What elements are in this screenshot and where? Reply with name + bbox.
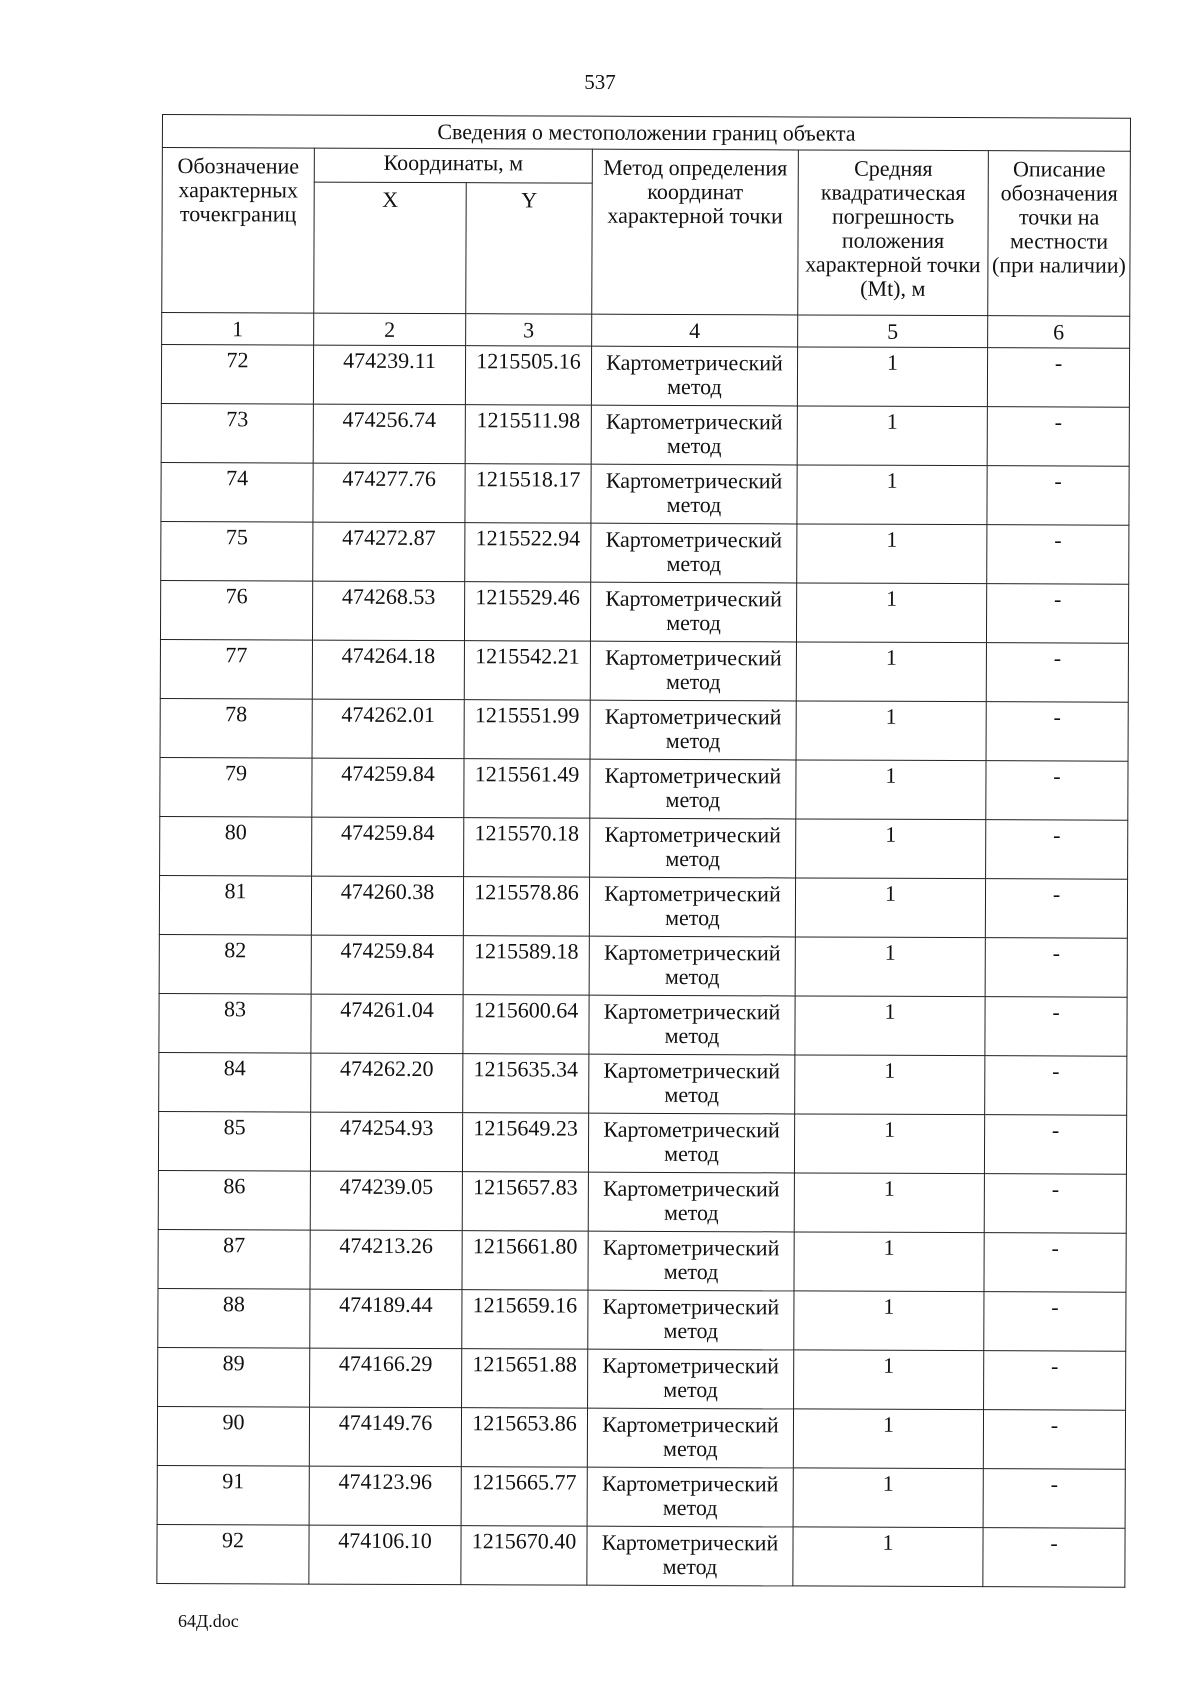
header-x: X — [314, 182, 467, 314]
cell-description: - — [985, 938, 1127, 998]
cell-error: 1 — [797, 524, 987, 584]
cell-point: 91 — [157, 1465, 309, 1525]
cell-x: 474272.87 — [313, 522, 465, 582]
method-line-2: метод — [663, 1435, 718, 1462]
cell-description: - — [985, 879, 1127, 939]
cell-y: 1215570.18 — [464, 818, 590, 877]
table-row — [160, 816, 1128, 879]
cell-error: 1 — [795, 1055, 985, 1115]
table-row — [159, 934, 1127, 997]
table-row — [161, 462, 1129, 525]
cell-method — [588, 1231, 794, 1291]
table-row — [158, 1347, 1126, 1410]
cell-point: 83 — [159, 993, 311, 1053]
header-row-1 — [162, 148, 1130, 186]
cell-error: 1 — [796, 819, 986, 879]
cell-y: 1215542.21 — [464, 641, 590, 700]
cell-y: 1215561.49 — [464, 759, 590, 818]
cell-description: - — [987, 348, 1129, 408]
method-line-1: Картометрический — [603, 1175, 780, 1202]
cell-error: 1 — [796, 701, 986, 761]
header-method: Метод определения координат характерной точки — [592, 149, 799, 315]
column-number: 3 — [466, 314, 592, 346]
method-line-1: Картометрический — [606, 349, 783, 376]
cell-point: 79 — [160, 757, 312, 817]
cell-description: - — [987, 466, 1129, 526]
method-line-1: Картометрический — [605, 585, 782, 612]
method-line-2: метод — [666, 432, 722, 459]
cell-method — [587, 1526, 793, 1586]
table-row — [158, 1111, 1126, 1174]
method-line-2: метод — [666, 550, 722, 577]
cell-x: 474262.01 — [312, 699, 464, 759]
cell-error: 1 — [797, 465, 987, 525]
cell-description: - — [983, 1528, 1125, 1588]
column-number: 2 — [314, 313, 466, 346]
table-row — [158, 1229, 1126, 1292]
cell-description: - — [987, 525, 1129, 585]
header-error: Средняя квадратическая погрешность положения характерной точки (Mt), м — [798, 150, 989, 316]
cell-error: 1 — [794, 1350, 984, 1410]
cell-method — [588, 1113, 794, 1173]
method-line-1: Картометрический — [605, 467, 783, 494]
method-line-1: Картометрический — [602, 1293, 780, 1320]
cell-y: 1215659.16 — [462, 1290, 588, 1349]
cell-method — [588, 1172, 794, 1232]
method-line-2: метод — [665, 668, 721, 695]
method-line-1: Картометрический — [603, 998, 781, 1025]
table-row — [160, 698, 1128, 761]
cell-description: - — [987, 407, 1129, 467]
cell-y: 1215657.83 — [462, 1172, 588, 1231]
cell-error: 1 — [795, 878, 985, 938]
cell-x: 474213.26 — [310, 1230, 462, 1290]
cell-y: 1215518.17 — [465, 464, 591, 523]
cell-y: 1215670.40 — [461, 1526, 587, 1585]
cell-description: - — [986, 761, 1128, 821]
cell-y: 1215635.34 — [463, 1054, 589, 1113]
cell-point: 82 — [159, 934, 311, 994]
header-coordinates: Координаты, м — [314, 148, 592, 183]
table-row — [161, 521, 1129, 584]
cell-x: 474261.04 — [311, 994, 463, 1054]
table-title-row — [162, 115, 1130, 152]
cell-method — [590, 700, 796, 760]
cell-y: 1215600.64 — [463, 995, 589, 1054]
table-row — [159, 1052, 1127, 1115]
cell-description: - — [986, 584, 1128, 644]
method-line-2: метод — [663, 1258, 719, 1285]
cell-point: 73 — [161, 403, 313, 463]
method-line-2: метод — [662, 1494, 718, 1521]
column-number: 4 — [592, 314, 798, 347]
cell-error: 1 — [793, 1527, 983, 1587]
table-row — [158, 1288, 1126, 1351]
column-number: 6 — [988, 316, 1130, 349]
cell-point: 90 — [157, 1406, 309, 1466]
cell-y: 1215589.18 — [463, 936, 589, 995]
cell-point: 89 — [158, 1347, 310, 1407]
cell-description: - — [984, 1115, 1126, 1175]
cell-x: 474262.20 — [311, 1053, 463, 1113]
cell-x: 474259.84 — [312, 758, 464, 818]
method-line-1: Картометрический — [604, 821, 782, 848]
method-line-1: Картометрический — [603, 1057, 781, 1084]
method-line-2: метод — [663, 1376, 718, 1403]
cell-x: 474123.96 — [309, 1466, 461, 1526]
cell-method — [590, 641, 796, 701]
cell-x: 474239.05 — [310, 1171, 462, 1231]
cell-point: 87 — [158, 1229, 310, 1289]
boundary-coordinates-table — [156, 114, 1131, 1588]
boundary-table-container — [157, 114, 1130, 1580]
method-line-1: Картометрический — [604, 703, 782, 730]
method-line-1: Картометрический — [605, 644, 782, 671]
cell-description: - — [986, 643, 1128, 703]
cell-point: 78 — [160, 698, 312, 758]
column-number: 5 — [798, 315, 988, 348]
cell-y: 1215529.46 — [464, 582, 590, 641]
table-row — [157, 1465, 1125, 1528]
header-point: Обозначение характерных точекграниц — [162, 148, 315, 314]
cell-description: - — [984, 1174, 1126, 1234]
cell-description: - — [984, 1351, 1126, 1411]
cell-x: 474166.29 — [310, 1348, 462, 1408]
method-line-2: метод — [664, 963, 720, 990]
column-number-row — [162, 313, 1130, 349]
cell-error: 1 — [797, 406, 987, 466]
cell-x: 474259.84 — [311, 935, 463, 995]
cell-description: - — [986, 702, 1128, 762]
cell-method — [588, 1349, 794, 1409]
cell-point: 74 — [161, 462, 313, 522]
cell-point: 92 — [157, 1524, 309, 1584]
cell-point: 86 — [158, 1170, 310, 1230]
cell-x: 474106.10 — [309, 1525, 461, 1585]
method-line-1: Картометрический — [605, 526, 783, 553]
cell-method — [590, 582, 796, 642]
cell-point: 75 — [161, 521, 313, 581]
method-line-2: метод — [665, 786, 721, 813]
cell-point: 85 — [158, 1111, 310, 1171]
cell-point: 81 — [159, 875, 311, 935]
table-row — [158, 1170, 1126, 1233]
table-title: Сведения о местоположении границ объекта — [162, 115, 1130, 152]
cell-description: - — [984, 1233, 1126, 1293]
method-line-1: Картометрический — [606, 408, 783, 435]
cell-x: 474259.84 — [312, 817, 464, 877]
cell-x: 474254.93 — [310, 1112, 462, 1172]
cell-description: - — [983, 1469, 1125, 1529]
cell-point: 76 — [160, 580, 312, 640]
cell-y: 1215505.16 — [465, 346, 591, 405]
cell-description: - — [985, 997, 1127, 1057]
header-description: Описание обозначения точки на местности (при наличии) — [988, 151, 1131, 317]
method-line-2: метод — [662, 1553, 718, 1580]
cell-description: - — [985, 1056, 1127, 1116]
table-row — [160, 580, 1128, 643]
cell-x: 474256.74 — [313, 404, 465, 464]
cell-x: 474149.76 — [309, 1407, 461, 1467]
table-row — [159, 875, 1127, 938]
cell-error: 1 — [796, 583, 986, 643]
method-line-2: метод — [665, 904, 720, 931]
cell-description: - — [986, 820, 1128, 880]
cell-x: 474239.11 — [313, 345, 465, 405]
table-row — [160, 757, 1128, 820]
table-row — [160, 639, 1128, 702]
cell-error: 1 — [796, 760, 986, 820]
cell-y: 1215661.80 — [462, 1231, 588, 1290]
cell-method — [589, 877, 795, 937]
cell-method — [589, 1054, 795, 1114]
method-line-1: Картометрический — [601, 1529, 779, 1556]
table-row — [161, 403, 1129, 466]
cell-error: 1 — [795, 996, 985, 1056]
cell-method — [589, 936, 795, 996]
method-line-2: метод — [664, 1140, 719, 1167]
method-line-1: Картометрический — [603, 939, 781, 966]
header-y: Y — [466, 183, 593, 314]
method-line-1: Картометрический — [602, 1411, 779, 1438]
method-line-2: метод — [667, 373, 722, 400]
cell-y: 1215578.86 — [463, 877, 589, 936]
method-line-2: метод — [665, 727, 721, 754]
cell-point: 77 — [160, 639, 312, 699]
cell-method — [591, 405, 797, 465]
cell-x: 474264.18 — [312, 640, 464, 700]
method-line-1: Картометрический — [604, 880, 781, 907]
table-row — [159, 993, 1127, 1056]
cell-method — [591, 464, 797, 524]
cell-error: 1 — [797, 347, 987, 407]
cell-method — [588, 1290, 794, 1350]
table-row — [157, 1524, 1125, 1587]
table-row — [157, 1406, 1125, 1469]
method-line-2: метод — [664, 1081, 720, 1108]
method-line-1: Картометрический — [604, 762, 782, 789]
cell-method — [589, 995, 795, 1055]
footer-filename: 64Д.doc — [178, 1611, 239, 1631]
method-line-2: метод — [663, 1199, 719, 1226]
cell-point: 84 — [159, 1052, 311, 1112]
cell-method — [591, 346, 797, 406]
cell-point: 88 — [158, 1288, 310, 1348]
method-line-1: Картометрический — [602, 1352, 779, 1379]
cell-x: 474260.38 — [311, 876, 463, 936]
cell-y: 1215649.23 — [462, 1113, 588, 1172]
cell-x: 474189.44 — [310, 1289, 462, 1349]
cell-point: 80 — [160, 816, 312, 876]
cell-y: 1215653.86 — [461, 1408, 587, 1467]
cell-error: 1 — [793, 1468, 983, 1528]
cell-method — [590, 759, 796, 819]
cell-error: 1 — [794, 1114, 984, 1174]
cell-x: 474268.53 — [312, 581, 464, 641]
method-line-1: Картометрический — [601, 1470, 779, 1497]
cell-y: 1215522.94 — [465, 523, 591, 582]
cell-method — [591, 523, 797, 583]
page-number: 537 — [584, 70, 616, 94]
method-line-1: Картометрический — [602, 1234, 780, 1261]
method-line-1: Картометрический — [603, 1116, 780, 1143]
cell-method — [587, 1467, 793, 1527]
cell-y: 1215651.88 — [462, 1349, 588, 1408]
cell-description: - — [983, 1410, 1125, 1470]
cell-method — [590, 818, 796, 878]
method-line-2: метод — [666, 609, 721, 636]
method-line-2: метод — [665, 845, 720, 872]
method-line-2: метод — [663, 1317, 719, 1344]
cell-x: 474277.76 — [313, 463, 465, 523]
cell-method — [587, 1408, 793, 1468]
cell-error: 1 — [795, 937, 985, 997]
cell-error: 1 — [796, 642, 986, 702]
cell-error: 1 — [794, 1232, 984, 1292]
cell-description: - — [984, 1292, 1126, 1352]
method-line-2: метод — [666, 491, 722, 518]
cell-error: 1 — [793, 1409, 983, 1469]
table-row — [161, 345, 1129, 408]
cell-error: 1 — [794, 1291, 984, 1351]
cell-point: 72 — [161, 345, 313, 405]
cell-error: 1 — [794, 1173, 984, 1233]
cell-y: 1215551.99 — [464, 700, 590, 759]
method-line-2: метод — [664, 1022, 720, 1049]
column-number: 1 — [162, 313, 314, 346]
cell-y: 1215665.77 — [461, 1467, 587, 1526]
cell-y: 1215511.98 — [465, 405, 591, 464]
